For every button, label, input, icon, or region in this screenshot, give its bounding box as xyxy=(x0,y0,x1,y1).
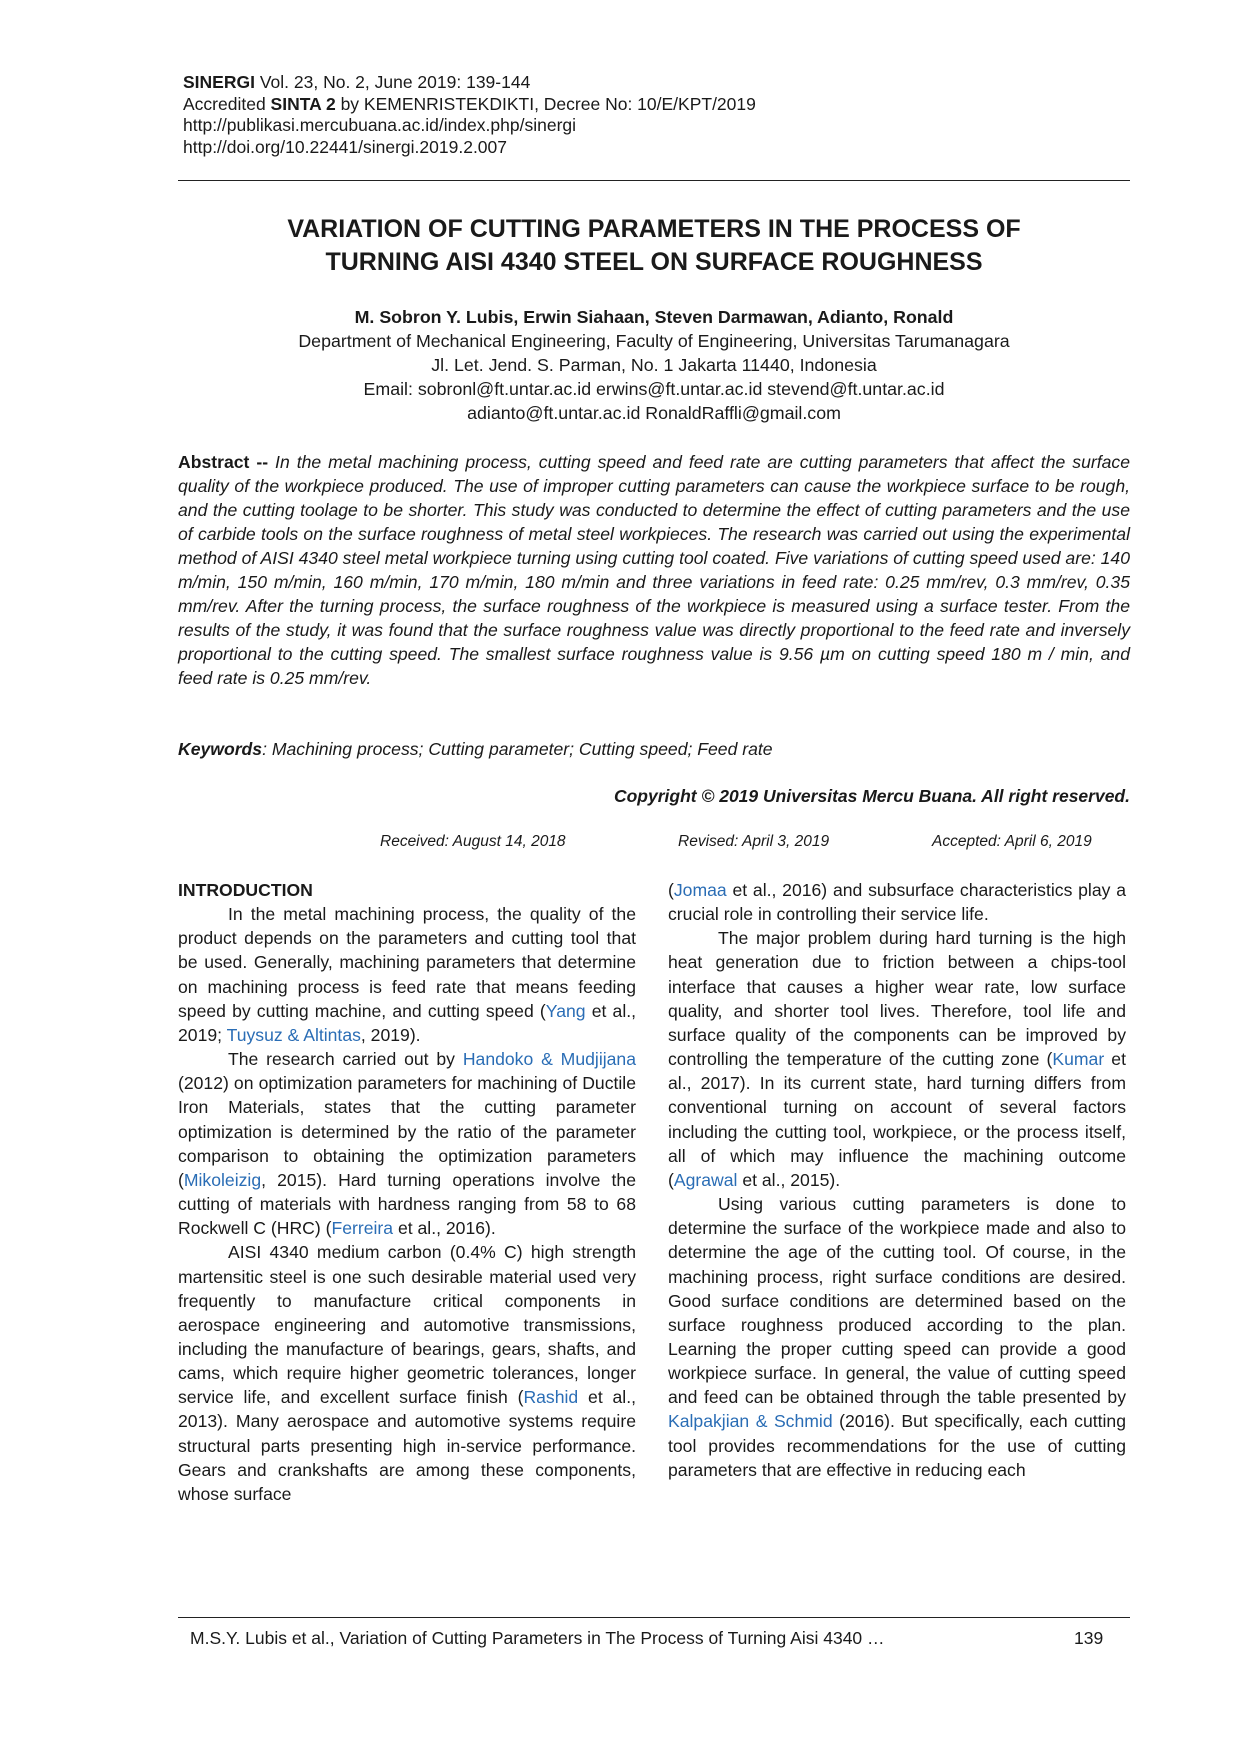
accreditation-prefix: Accredited xyxy=(183,93,271,114)
journal-header xyxy=(183,72,1083,158)
abstract-text: In the metal machining process, cutting speed and feed rate are cutting parameters that affect the surface quality of the workpiece produced. The use of improper cutting parameters can cause the workpiece surface to be rough, and the cutting toolage to be shorter. This study was conducted to determine the effect of cutting parameters and the use of carbide tools on the surface roughness of metal steel workpieces. The research was carried out using the experimental method of AISI 4340 steel metal workpiece turning using cutting tool coated. Five variations of cutting speed used are: 140 m/min, 150 m/min, 160 m/min, 170 m/min, 180 m/min and three variations in feed rate: 0.25 mm/rev, 0.3 mm/rev, 0.35 mm/rev. After the turning process, the surface roughness of the workpiece is measured using a surface tester. From the results of the study, it was found that the surface roughness value was directly proportional to the feed rate and inversely proportional to the cutting speed. The smallest surface roughness value is 9.56 µm on cutting speed 180 m / min, and feed rate is 0.25 mm/rev. xyxy=(178,452,1130,688)
accreditation-rank: SINTA 2 xyxy=(270,93,336,114)
text-run: ( xyxy=(668,880,674,900)
text-run: (2012) on optimization parameters for machining of Ductile Iron Materials, states that the cutting parameter optimization is determined by the ratio of the parameter comparison to obtaining the optimization parameters ( xyxy=(178,1073,636,1190)
right-column xyxy=(668,878,1126,1482)
header-rule xyxy=(178,180,1130,181)
running-footer: M.S.Y. Lubis et al., Variation of Cutting Parameters in The Process of Turning Aisi 4340 … xyxy=(190,1628,885,1648)
author-emails-2: adianto@ft.untar.ac.id RonaldRaffli@gmail.com xyxy=(467,403,841,423)
left-column xyxy=(178,878,636,1506)
keywords xyxy=(178,737,1130,761)
citation-link[interactable]: Handoko & Mudjijana xyxy=(462,1049,636,1070)
citation-link[interactable]: Kumar xyxy=(1052,1049,1105,1070)
accepted-date: Accepted: April 6, 2019 xyxy=(932,833,1092,850)
citation-link[interactable]: Jomaa xyxy=(673,880,727,900)
citation-link[interactable]: Mikoleizig xyxy=(183,1169,262,1190)
abstract xyxy=(178,450,1130,690)
text-run: , 2015). Hard turning operations involve the cutting of materials with hardness ranging from 58 to 68 Rockwell C (HRC) ( xyxy=(178,1169,636,1239)
text-run: The research carried out by xyxy=(228,1049,463,1070)
citation-link[interactable]: Yang xyxy=(545,1000,586,1021)
citation-link[interactable]: Tuysuz & Altintas xyxy=(226,1024,361,1045)
text-run: et al., 2015). xyxy=(737,1169,841,1190)
text-run: (2016). But specifically, each cutting tool provides recommendations for the use of cutting parameters that are effective in reducing each xyxy=(668,1411,1127,1480)
paper-title xyxy=(178,213,1130,279)
paragraph xyxy=(668,878,1126,926)
text-run: et al., 2019; xyxy=(178,1000,636,1045)
text-run: In the metal machining process, the quality of the product depends on the parameters and cutting tool that be used. Generally, machining parameters that determine on machining process is feed rate that means feeding speed by cutting machine, and cutting speed ( xyxy=(178,904,636,1021)
author-names: M. Sobron Y. Lubis, Erwin Siahaan, Steven Darmawan, Adianto, Ronald xyxy=(354,307,954,327)
keywords-text: : Machining process; Cutting parameter; Cutting speed; Feed rate xyxy=(262,739,773,759)
title-line-2: TURNING AISI 4340 STEEL ON SURFACE ROUGHNESS xyxy=(325,248,983,276)
journal-url[interactable]: http://publikasi.mercubuana.ac.id/index.php/sinergi xyxy=(183,115,577,135)
text-run: The major problem during hard turning is the high heat generation due to friction between a chips-tool interface that causes a higher wear rate, low surface quality, and shorter tool lives. Therefore, tool life and surface quality of the components can be improved by controlling the temperature of the cutting zone ( xyxy=(668,928,1126,1070)
footer-rule xyxy=(178,1617,1130,1618)
citation-link[interactable]: Rashid xyxy=(523,1387,579,1408)
paragraph xyxy=(668,926,1126,1192)
journal-volume-line xyxy=(183,72,1083,94)
accreditation-line xyxy=(183,94,1083,116)
text-run: et al., 2016) and subsurface characteristics play a crucial role in controlling their service life. xyxy=(668,880,1126,925)
title-line-1: VARIATION OF CUTTING PARAMETERS IN THE PROCESS OF xyxy=(287,215,1021,243)
text-run: , 2019). xyxy=(360,1024,421,1045)
citation-link[interactable]: Ferreira xyxy=(331,1218,394,1239)
journal-volume: Vol. 23, No. 2, June 2019: 139-144 xyxy=(254,72,531,92)
text-run: et al., 2017). In its current state, hard turning differs from conventional turning on account of several factors including the cutting tool, workpiece, or the process itself, all of which may influence the machining outcome ( xyxy=(668,1049,1126,1190)
author-block xyxy=(178,305,1130,425)
author-department: Department of Mechanical Engineering, Faculty of Engineering, Universitas Tarumanagara xyxy=(298,331,1010,351)
citation-link[interactable]: Kalpakjian & Schmid xyxy=(668,1411,833,1432)
author-address: Jl. Let. Jend. S. Parman, No. 1 Jakarta 11440, Indonesia xyxy=(431,355,877,375)
text-run: et al., 2013). Many aerospace and automotive systems require structural parts presenting high in-service performance. Gears and crankshafts are among these components, whose surface xyxy=(178,1387,636,1504)
received-date: Received: August 14, 2018 xyxy=(380,833,566,850)
journal-name: SINERGI xyxy=(183,72,255,92)
copyright-notice: Copyright © 2019 Universitas Mercu Buana. All right reserved. xyxy=(613,786,1130,806)
text-run: AISI 4340 medium carbon (0.4% C) high strength martensitic steel is one such desirable material used very frequently to manufacture critical components in aerospace engineering and automotive transmissions, including the manufacture of bearings, gears, shafts, and cams, which require higher geometric tolerances, longer service life, and excellent surface finish ( xyxy=(178,1242,636,1408)
page-number: 139 xyxy=(1074,1628,1104,1648)
keywords-label: Keywords xyxy=(178,739,263,759)
paragraph xyxy=(178,902,636,1047)
section-heading-introduction: INTRODUCTION xyxy=(178,880,313,900)
text-run: Using various cutting parameters is done to determine the surface of the workpiece made and also to determine the age of the cutting tool. Of course, in the machining process, right surface conditions are desired. Good surface conditions are determined based on the surface roughness produced according to the plan. Learning the proper cutting speed can provide a good workpiece surface. In general, the value of cutting speed and feed can be obtained through the table presented by xyxy=(668,1194,1126,1408)
revised-date: Revised: April 3, 2019 xyxy=(678,833,830,850)
accreditation-suffix: by KEMENRISTEKDIKTI, Decree No: 10/E/KPT/2019 xyxy=(335,93,756,114)
paragraph xyxy=(178,1240,636,1506)
paragraph xyxy=(178,1047,636,1240)
text-run: et al., 2016). xyxy=(393,1218,496,1239)
journal-doi[interactable]: http://doi.org/10.22441/sinergi.2019.2.007 xyxy=(183,136,507,157)
author-emails-1: Email: sobronl@ft.untar.ac.id erwins@ft.untar.ac.id stevend@ft.untar.ac.id xyxy=(363,379,945,399)
paragraph xyxy=(668,1192,1126,1482)
abstract-label: Abstract -- xyxy=(178,452,269,472)
citation-link[interactable]: Agrawal xyxy=(673,1169,738,1190)
